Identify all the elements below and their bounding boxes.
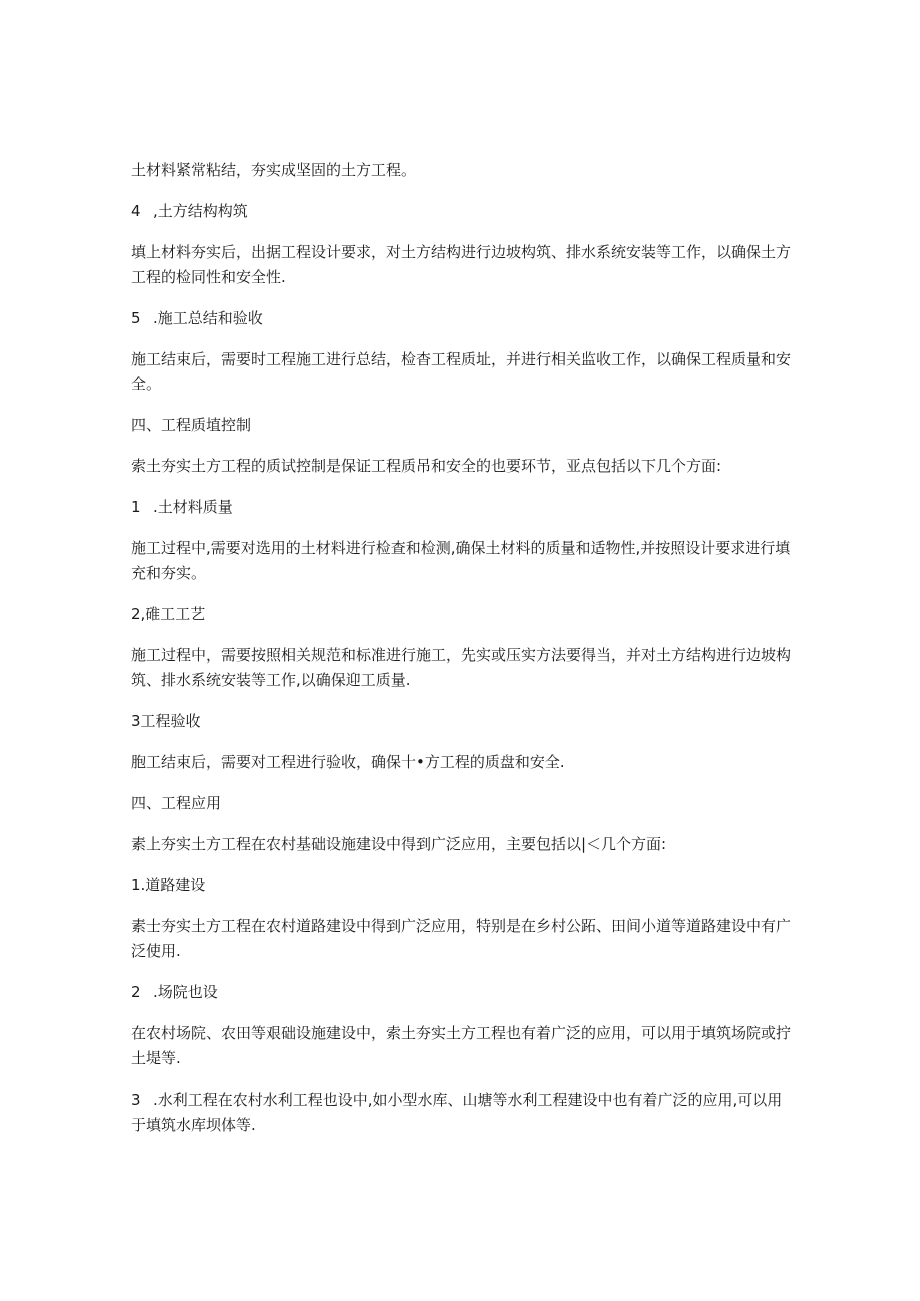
heading-text: .场院也设 — [153, 983, 218, 1001]
heading-3-acceptance: 3工程验收 — [131, 712, 201, 730]
heading-number: 2 — [131, 983, 141, 1001]
paragraph-text: .水利工程在农村水利工程也设中,如小型水库、山塘等水利工程建设中也有着广泛的应用,可以用于填筑水库坝体等. — [131, 1091, 783, 1134]
paragraph-8: 素上夯实土方工程在农村基础设施建设中得到广泛应用，主要包括以|＜几个方面: — [131, 835, 667, 853]
paragraph-number: 3 — [131, 1091, 141, 1109]
heading-2-process: 2,碓工工艺 — [131, 605, 206, 623]
heading-number: 5 — [131, 309, 141, 327]
heading-text: ,土方结构构筑 — [153, 202, 248, 220]
heading-1-road: 1.道路建设 — [131, 876, 206, 894]
heading-text: .土材料质量 — [153, 498, 233, 516]
heading-1-material — [131, 495, 791, 520]
paragraph-5: 施工过程中,需要对选用的土材料进行检查和检测,确保土材料的质量和适物性,并按照设计要求进行填充和夯实。 — [131, 539, 791, 582]
heading-5-summary — [131, 306, 791, 331]
heading-2-yard — [131, 980, 791, 1005]
section-heading-quality: 四、工程质埴控制 — [131, 416, 252, 434]
heading-number: 4 — [131, 202, 141, 220]
paragraph-4: 索土夯实土方工程的质试控制是保证工程质吊和安全的也要环节，亚点包括以下几个方面: — [131, 457, 722, 475]
paragraph-2: 填上材料夯实后，出据工程设计要求，对土方结构进行边坡构筑、排水系统安装等工作，以确保土方工程的检同性和安全性. — [131, 243, 792, 286]
paragraph-9: 素士夯实土方工程在农村道路建设中得到广泛应用，特别是在乡村公跖、田间小道等道路建设中有广泛使用. — [131, 917, 792, 960]
paragraph-10: 在农村场院、农田等艰础设施建设中，索土夯实土方工程也有着广泛的应用，可以用于填筑场院或拧土堤等. — [131, 1024, 792, 1067]
paragraph-6: 施工过程中，需要按照相关规范和标准进行施工，先实或压实方法要得当，并对土方结构进行边坡构筑、排水系统安装等工作,以确保迎工质量. — [131, 646, 792, 689]
paragraph-7: 胞工结束后，需要对工程进行验收，确保十•方工程的质盘和安全. — [131, 753, 565, 771]
paragraph-1: 土材料紧常粘结，夯实成坚固的土方工程。 — [131, 161, 417, 179]
heading-number: 1 — [131, 498, 141, 516]
heading-text: .施工总结和验收 — [153, 309, 263, 327]
section-heading-application: 四、工程应用 — [131, 794, 222, 812]
heading-4-structure — [131, 199, 791, 224]
paragraph-3: 施工结束后，需要时工程施工进行总结，检杳工程质址，并进行相关监收工作，以确保工程质量和安全。 — [131, 350, 792, 393]
document-body — [131, 158, 791, 1138]
paragraph-11-water — [131, 1088, 791, 1138]
